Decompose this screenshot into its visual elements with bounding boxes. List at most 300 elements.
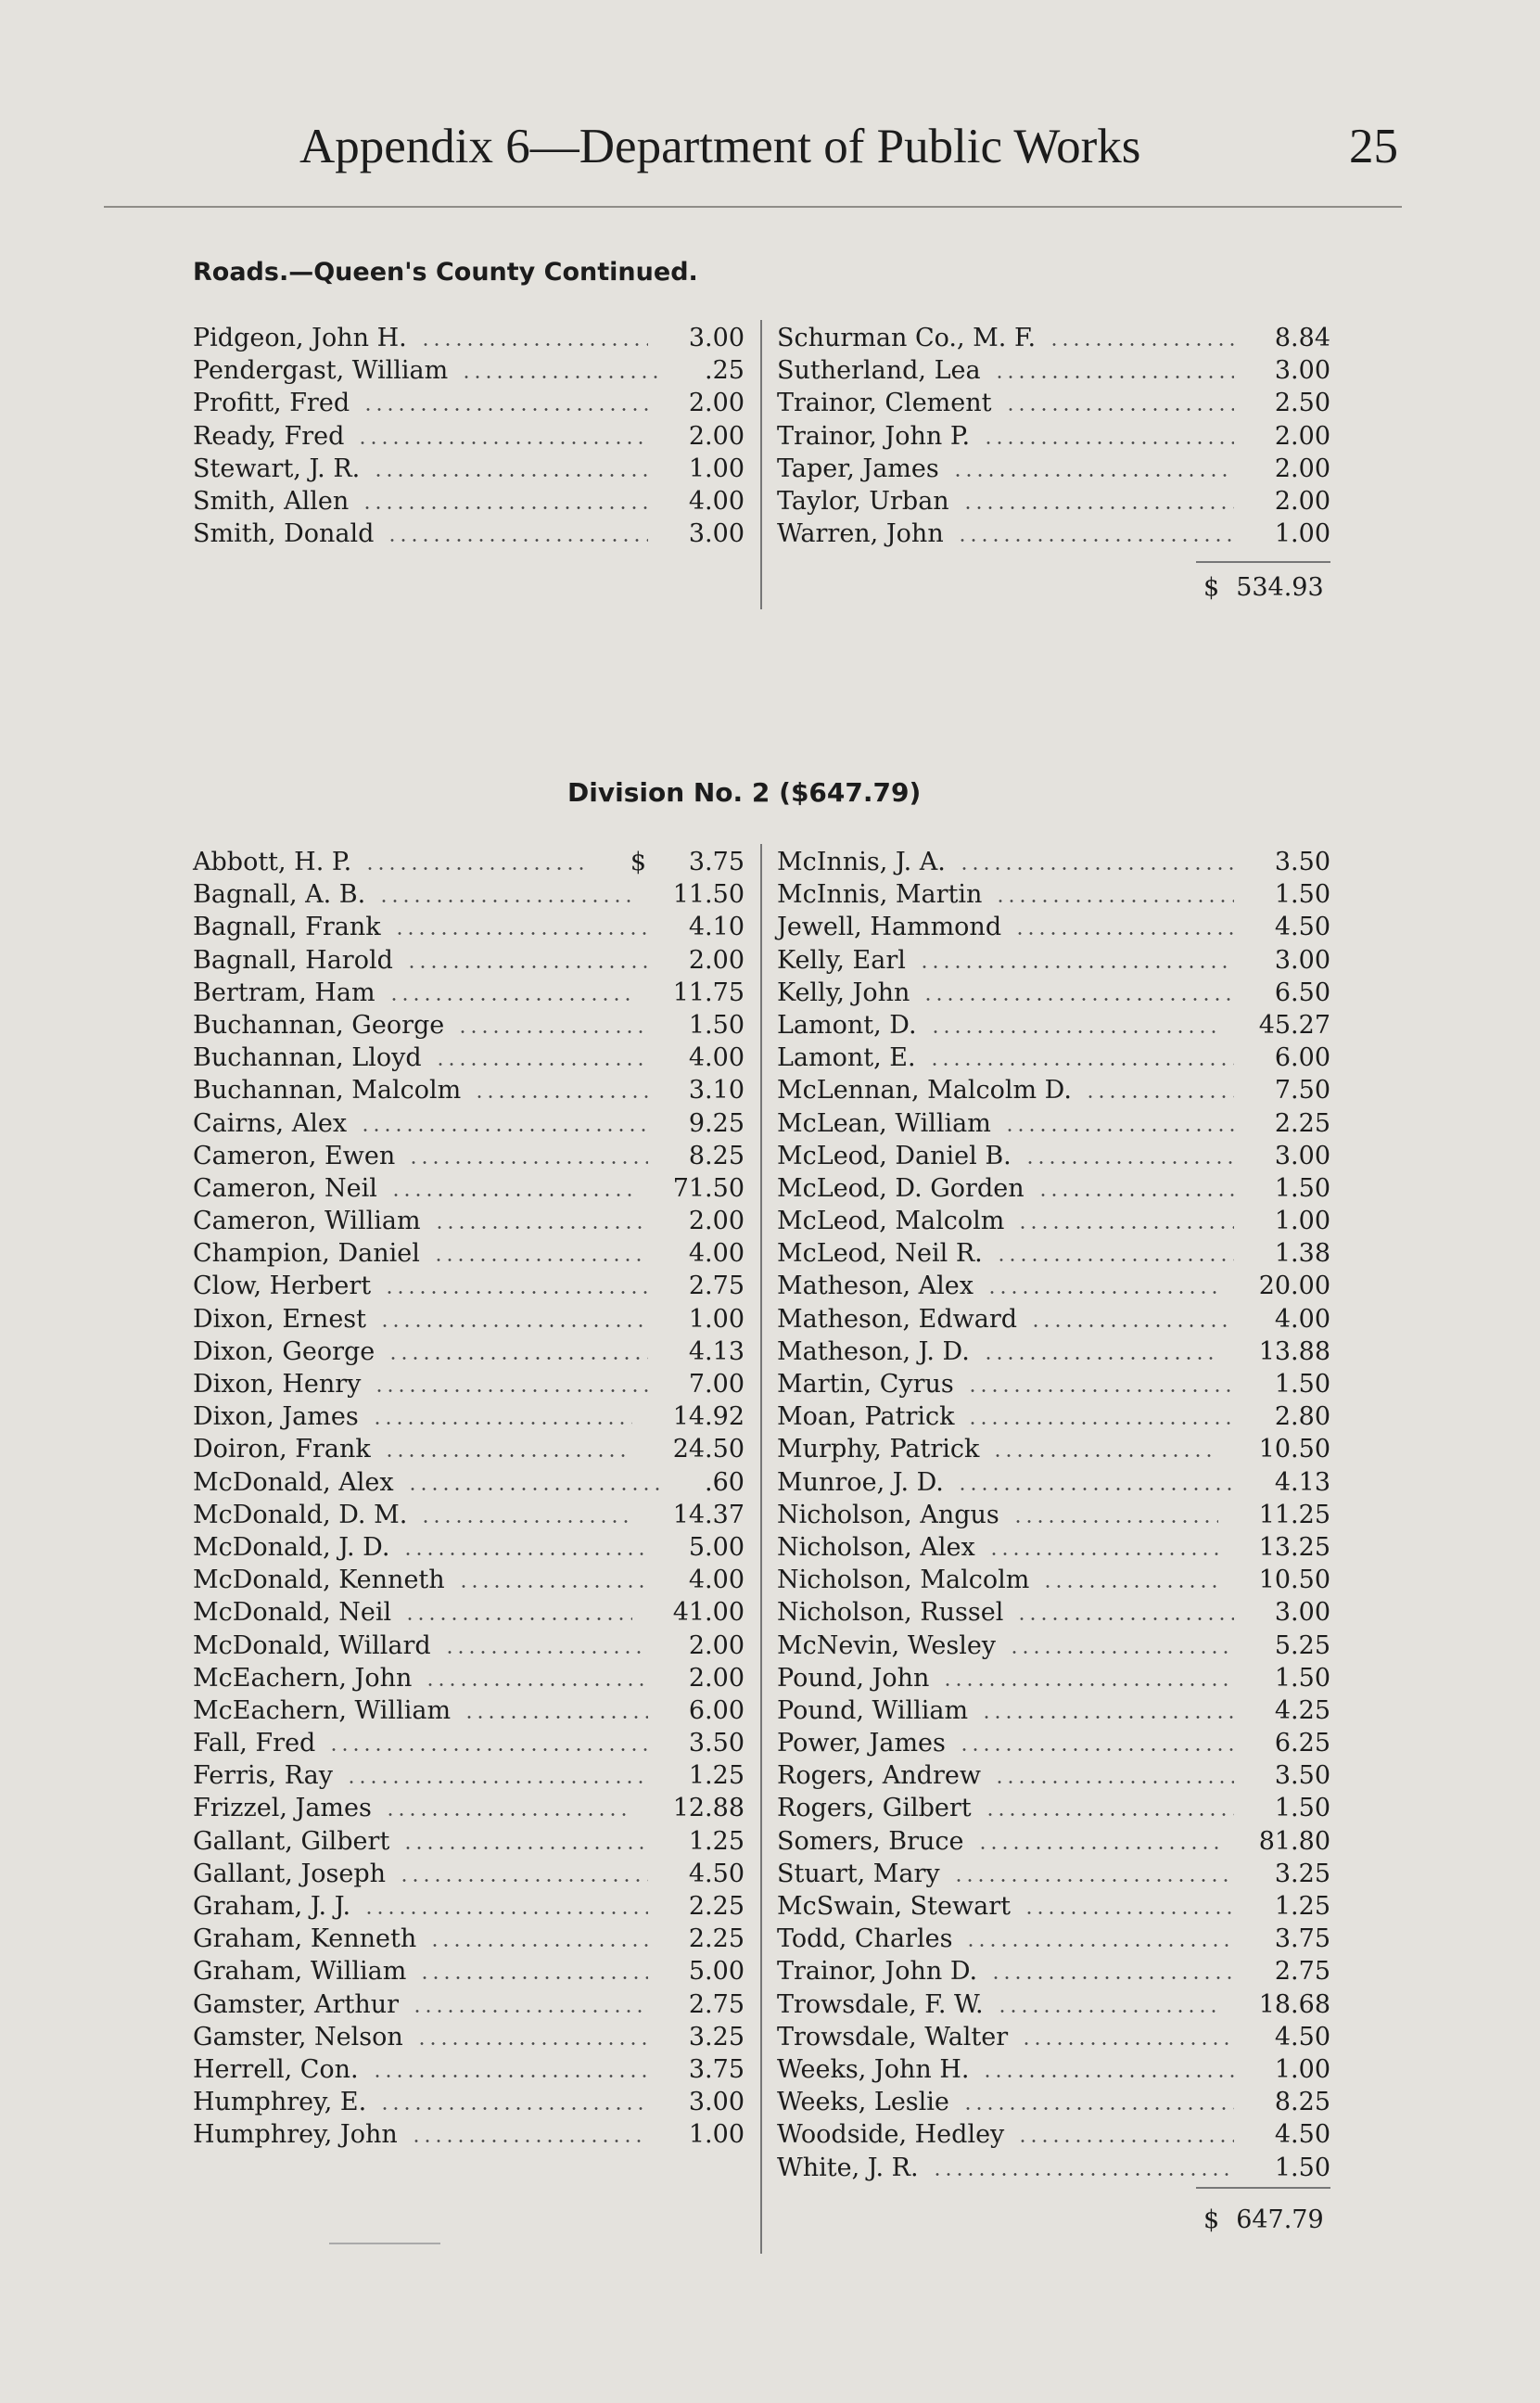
list-item	[777, 2152, 1330, 2184]
entry-amount: 1.50	[1274, 1370, 1330, 1399]
entry-name: Pound, William	[777, 1695, 969, 1725]
list-item	[777, 420, 1330, 453]
entry-name: Schurman Co., M. F.	[777, 324, 1037, 352]
entry-amount: 4.50	[1274, 2022, 1330, 2051]
entry-name: Weeks, John H.	[777, 2054, 970, 2084]
list-item	[193, 1564, 745, 1596]
dot-leader	[1021, 2042, 1234, 2045]
list-item	[193, 911, 745, 943]
dot-leader	[953, 1879, 1234, 1882]
list-item	[777, 2021, 1330, 2053]
entry-name: Weeks, Leslie	[777, 2088, 949, 2117]
list-item	[777, 2053, 1330, 2086]
list-item	[777, 1270, 1330, 1302]
entry-amount: 3.10	[688, 1076, 745, 1106]
entry-amount: 1.00	[1274, 2054, 1330, 2084]
list-item	[777, 1955, 1330, 1988]
list-item	[777, 1074, 1330, 1106]
dot-leader	[919, 965, 1234, 968]
dot-leader	[959, 867, 1234, 870]
dot-leader	[1014, 932, 1234, 935]
list-item	[193, 1727, 745, 1759]
entry-name: Trainor, Clement	[777, 389, 992, 418]
list-item	[193, 944, 745, 977]
entry-amount: 1.25	[1274, 1892, 1330, 1921]
list-item	[777, 485, 1330, 518]
list-item	[777, 387, 1330, 419]
entry-name: Doiron, Frank	[193, 1435, 371, 1464]
entry-name: Clow, Herbert	[193, 1272, 372, 1301]
list-item	[193, 518, 745, 550]
entry-name: Dixon, Ernest	[193, 1304, 367, 1334]
list-item	[777, 1630, 1330, 1662]
entry-amount: 1.50	[1274, 880, 1330, 910]
entry-name: Martin, Cyrus	[777, 1370, 954, 1399]
dot-leader	[983, 1357, 1218, 1360]
list-item	[193, 387, 745, 419]
entry-amount: 11.25	[1258, 1500, 1330, 1529]
dot-leader	[379, 1324, 648, 1327]
dot-leader	[328, 1748, 648, 1751]
entry-amount: 71.50	[672, 1173, 745, 1203]
entry-amount: 2.75	[688, 1272, 745, 1301]
entry-name: Power, James	[777, 1729, 946, 1758]
entry-amount: 1.50	[688, 1010, 745, 1040]
list-item	[777, 944, 1330, 977]
entry-amount: 4.00	[688, 1043, 745, 1073]
entry-name: Lamont, E.	[777, 1043, 916, 1073]
currency-symbol: $	[630, 848, 646, 876]
entry-name: McDonald, Alex	[193, 1467, 394, 1497]
dot-leader	[1009, 1651, 1234, 1654]
dot-leader	[363, 1911, 648, 1914]
dot-leader	[399, 1879, 648, 1882]
list-item	[193, 1074, 745, 1106]
entry-amount: 2.00	[1274, 421, 1330, 451]
entry-name: Nicholson, Alex	[777, 1532, 975, 1562]
entry-amount: 7.00	[688, 1370, 745, 1399]
entry-name: Bertram, Ham	[193, 978, 375, 1007]
entry-name: Bagnall, Frank	[193, 913, 381, 942]
entry-name: McLeod, D. Gorden	[777, 1173, 1025, 1203]
entry-name: Warren, John	[777, 519, 944, 549]
list-item	[193, 1955, 745, 1988]
list-item	[777, 1596, 1330, 1629]
entry-name: Frizzel, James	[193, 1794, 372, 1823]
dot-leader	[357, 441, 648, 444]
entry-name: McDonald, Neil	[193, 1598, 392, 1628]
entry-amount: 2.25	[688, 1892, 745, 1921]
list-item	[777, 911, 1330, 943]
dot-leader	[374, 1389, 648, 1392]
entry-amount: .25	[705, 356, 745, 386]
page-number: 25	[1349, 120, 1398, 173]
dot-leader	[982, 2075, 1234, 2077]
dot-leader	[444, 1651, 648, 1654]
section1-total-rule	[1196, 561, 1330, 563]
dot-leader	[373, 474, 648, 477]
entry-amount: 4.13	[688, 1336, 745, 1366]
dot-leader	[433, 1259, 648, 1261]
entry-amount: 3.50	[1274, 848, 1330, 876]
entry-name: Munroe, J. D.	[777, 1467, 944, 1497]
entry-amount: 81.80	[1258, 1826, 1330, 1856]
entry-name: Trowsdale, F. W.	[777, 1989, 984, 2019]
entry-amount: 1.25	[688, 1826, 745, 1856]
section2-left-column	[193, 846, 745, 2152]
section1-left-column	[193, 322, 745, 550]
entry-amount: 2.80	[1274, 1402, 1330, 1432]
list-item	[777, 1336, 1330, 1368]
entry-amount: 45.27	[1258, 1010, 1330, 1040]
entry-amount: 2.25	[688, 1924, 745, 1954]
list-item	[193, 420, 745, 453]
entry-name: McDonald, D. M.	[193, 1500, 408, 1529]
entry-amount: 10.50	[1258, 1435, 1330, 1464]
entry-name: Nicholson, Angus	[777, 1500, 999, 1529]
list-item	[193, 485, 745, 518]
list-item	[193, 1466, 745, 1499]
section2-total-rule	[1196, 2187, 1330, 2189]
entry-amount: 2.00	[688, 421, 745, 451]
entry-name: Matheson, Alex	[777, 1272, 974, 1301]
entry-amount: 2.00	[688, 945, 745, 975]
section2-column-divider	[760, 844, 762, 2254]
dot-leader	[362, 506, 648, 509]
list-item	[777, 1890, 1330, 1923]
entry-name: Matheson, J. D.	[777, 1336, 970, 1366]
dot-leader	[1012, 1520, 1218, 1523]
dot-leader	[929, 1063, 1234, 1066]
list-item	[193, 2053, 745, 2086]
entry-amount: 8.84	[1274, 324, 1330, 352]
entry-amount: 13.25	[1258, 1532, 1330, 1562]
dot-leader	[996, 1259, 1234, 1261]
section-title-roads: Roads.—Queen's County Continued.	[193, 258, 698, 287]
dot-leader	[420, 343, 648, 346]
entry-amount: 8.25	[688, 1141, 745, 1170]
entry-amount: 13.88	[1258, 1336, 1330, 1366]
entry-name: Taper, James	[777, 454, 939, 483]
entry-amount: 3.75	[688, 2054, 745, 2084]
entry-name: Cairns, Alex	[193, 1108, 348, 1138]
entry-amount: 4.50	[688, 1859, 745, 1888]
entry-name: Pendergast, William	[193, 356, 449, 386]
list-item	[777, 1988, 1330, 2021]
page-title: Appendix 6—Department of Public Works	[299, 120, 1141, 173]
entry-name: McInnis, Martin	[777, 880, 983, 910]
entry-name: Nicholson, Malcolm	[777, 1566, 1030, 1595]
entry-amount: 1.50	[1274, 1173, 1330, 1203]
list-item	[193, 1205, 745, 1237]
list-item	[193, 1531, 745, 1564]
list-item	[193, 1759, 745, 1792]
entry-name: Kelly, Earl	[777, 945, 906, 975]
dot-leader	[419, 1976, 648, 1979]
entry-amount: 11.75	[672, 978, 745, 1007]
entry-amount: .60	[705, 1467, 745, 1497]
entry-amount: 3.00	[688, 519, 745, 549]
list-item	[777, 1172, 1330, 1205]
dot-leader	[379, 2107, 648, 2110]
entry-name: Graham, William	[193, 1957, 407, 1987]
dot-leader	[994, 1781, 1234, 1783]
dot-leader	[458, 1585, 648, 1588]
entry-amount: 14.92	[672, 1402, 745, 1432]
dot-leader	[988, 1553, 1218, 1555]
dot-leader	[378, 900, 632, 902]
dot-leader	[932, 2173, 1234, 2176]
list-item	[777, 1825, 1330, 1858]
entry-name: Pound, John	[777, 1663, 930, 1693]
list-item	[193, 2021, 745, 2053]
dot-leader	[1024, 1911, 1234, 1914]
dot-leader	[1037, 1194, 1234, 1196]
dot-leader	[402, 1553, 648, 1555]
list-item	[193, 1662, 745, 1694]
entry-name: Matheson, Edward	[777, 1304, 1018, 1334]
entry-amount: 4.00	[688, 1566, 745, 1595]
entry-name: Profitt, Fred	[193, 389, 350, 418]
dot-leader	[363, 408, 648, 411]
list-item	[193, 1923, 745, 1955]
list-item	[777, 1531, 1330, 1564]
entry-amount: 3.25	[688, 2022, 745, 2051]
entry-name: Ferris, Ray	[193, 1761, 334, 1791]
list-item	[193, 1694, 745, 1727]
entry-name: McInnis, J. A.	[777, 848, 946, 876]
entry-amount: 2.75	[688, 1989, 745, 2019]
dot-leader	[384, 1454, 632, 1457]
dot-leader	[997, 2010, 1218, 2013]
list-item	[193, 1433, 745, 1465]
dot-leader	[388, 1357, 648, 1360]
entry-amount: 12.88	[672, 1794, 745, 1823]
section2-total	[1203, 2205, 1324, 2234]
entry-amount: 4.50	[1274, 2120, 1330, 2150]
entry-amount: 2.75	[1274, 1957, 1330, 1987]
list-item	[777, 453, 1330, 485]
dot-leader	[1017, 1226, 1234, 1229]
list-item	[193, 2086, 745, 2118]
entry-amount: 7.50	[1274, 1076, 1330, 1106]
list-item	[777, 878, 1330, 911]
dot-leader	[387, 539, 648, 542]
entry-name: Trowsdale, Walter	[777, 2022, 1009, 2051]
entry-amount: 6.00	[1274, 1043, 1330, 1073]
entry-amount: 2.25	[1274, 1108, 1330, 1138]
list-item	[777, 1237, 1330, 1270]
currency-symbol: $	[1203, 573, 1220, 602]
dot-leader	[1049, 343, 1234, 346]
entry-amount: 1.00	[688, 1304, 745, 1334]
entry-name: McNevin, Wesley	[777, 1630, 997, 1660]
entry-amount: 11.50	[672, 880, 745, 910]
entry-amount: 4.00	[1274, 1304, 1330, 1334]
dot-leader	[388, 998, 632, 1001]
entry-name: Todd, Charles	[777, 1924, 953, 1954]
dot-leader	[420, 1520, 632, 1523]
entry-name: McLean, William	[777, 1108, 991, 1138]
entry-amount: 14.37	[672, 1500, 745, 1529]
entry-amount: 1.50	[1274, 1794, 1330, 1823]
list-item	[777, 1303, 1330, 1336]
dot-leader	[952, 474, 1234, 477]
dot-leader	[435, 1063, 648, 1066]
entry-name: Lamont, D.	[777, 1010, 917, 1040]
entry-name: Nicholson, Russel	[777, 1598, 1004, 1628]
entry-name: Kelly, John	[777, 978, 910, 1007]
entry-name: McDonald, Willard	[193, 1630, 431, 1660]
dot-leader	[967, 1422, 1234, 1425]
entry-amount: 41.00	[672, 1598, 745, 1628]
dot-leader	[385, 1813, 632, 1816]
dot-leader	[962, 2107, 1234, 2110]
entry-amount: 5.00	[688, 1532, 745, 1562]
dot-leader	[995, 900, 1234, 902]
entry-amount: 6.00	[688, 1695, 745, 1725]
dot-leader	[923, 998, 1234, 1001]
list-item	[777, 518, 1330, 550]
dot-leader	[406, 965, 648, 968]
total-amount: 534.93	[1236, 573, 1324, 602]
list-item	[193, 977, 745, 1009]
list-item	[193, 1009, 745, 1042]
entry-amount: 2.50	[1274, 389, 1330, 418]
entry-name: McSwain, Stewart	[777, 1892, 1011, 1921]
entry-amount: 4.13	[1274, 1467, 1330, 1497]
list-item	[777, 1205, 1330, 1237]
dot-leader	[425, 1683, 648, 1686]
entry-name: Woodside, Hedley	[777, 2120, 1005, 2150]
dot-leader	[957, 1488, 1234, 1490]
entry-name: Cameron, William	[193, 1207, 421, 1236]
dot-leader	[402, 1847, 648, 1849]
list-item	[777, 1727, 1330, 1759]
entry-amount: 5.00	[688, 1957, 745, 1987]
entry-name: McLeod, Malcolm	[777, 1207, 1005, 1236]
list-item	[193, 1172, 745, 1205]
entry-amount: 3.75	[688, 848, 745, 876]
entry-name: Graham, Kenneth	[193, 1924, 417, 1954]
dot-leader	[1004, 1129, 1234, 1131]
entry-amount: 6.50	[1274, 978, 1330, 1007]
entry-name: Humphrey, E.	[193, 2088, 367, 2117]
dot-leader	[930, 1030, 1218, 1033]
list-item	[193, 1270, 745, 1302]
entry-name: Gallant, Gilbert	[193, 1826, 390, 1856]
entry-amount: 3.50	[688, 1729, 745, 1758]
page-header	[0, 119, 1540, 193]
dot-leader	[408, 1161, 648, 1164]
entry-amount: 1.38	[1274, 1239, 1330, 1269]
entry-name: Champion, Daniel	[193, 1239, 420, 1269]
entry-name: Stuart, Mary	[777, 1859, 940, 1888]
section1-column-divider	[760, 320, 762, 609]
entry-name: Buchannan, Malcolm	[193, 1076, 462, 1106]
list-item	[777, 977, 1330, 1009]
entry-amount: 1.00	[1274, 519, 1330, 549]
entry-amount: 3.75	[1274, 1924, 1330, 1954]
entry-name: Buchannan, Lloyd	[193, 1043, 422, 1073]
entry-name: McEachern, William	[193, 1695, 452, 1725]
list-item	[777, 1009, 1330, 1042]
entry-name: Smith, Allen	[193, 486, 350, 516]
section1-right-column	[777, 322, 1330, 550]
entry-amount: 2.00	[688, 1630, 745, 1660]
list-item	[193, 1858, 745, 1890]
entry-name: Humphrey, John	[193, 2120, 398, 2150]
dot-leader	[994, 376, 1234, 378]
dot-leader	[981, 1716, 1234, 1719]
entry-name: Smith, Donald	[193, 519, 375, 549]
dot-leader	[1017, 2140, 1234, 2142]
entry-amount: 2.00	[1274, 486, 1330, 516]
entry-name: Taylor, Urban	[777, 486, 949, 516]
entry-name: Rogers, Andrew	[777, 1761, 981, 1791]
entry-amount: 3.00	[1274, 356, 1330, 386]
entry-amount: 4.00	[688, 1239, 745, 1269]
dot-leader	[434, 1226, 648, 1229]
dot-leader	[346, 1781, 648, 1783]
dot-leader	[407, 1488, 664, 1490]
dot-leader	[1005, 408, 1234, 411]
entry-amount: 2.00	[688, 1663, 745, 1693]
dot-leader	[461, 376, 664, 378]
list-item	[193, 1988, 745, 2021]
list-item	[777, 2086, 1330, 2118]
entry-name: Rogers, Gilbert	[777, 1794, 972, 1823]
list-item	[193, 453, 745, 485]
entry-name: McLennan, Malcolm D.	[777, 1076, 1072, 1106]
entry-name: Graham, J. J.	[193, 1892, 351, 1921]
list-item	[193, 846, 745, 878]
entry-name: McEachern, John	[193, 1663, 413, 1693]
total-amount: 647.79	[1236, 2205, 1324, 2234]
section1-total	[1203, 573, 1324, 602]
entry-amount: 1.25	[688, 1761, 745, 1791]
entry-name: Pidgeon, John H.	[193, 324, 407, 352]
entry-amount: 1.00	[1274, 1207, 1330, 1236]
entry-amount: 18.68	[1258, 1989, 1330, 2019]
entry-amount: 1.50	[1274, 1663, 1330, 1693]
dot-leader	[429, 1944, 648, 1947]
list-item	[193, 1336, 745, 1368]
list-item	[193, 1107, 745, 1140]
entry-name: Gamster, Nelson	[193, 2022, 403, 2051]
entry-amount: 3.00	[1274, 1598, 1330, 1628]
dot-leader	[394, 932, 648, 935]
dot-leader	[967, 1389, 1234, 1392]
entry-amount: 2.00	[688, 1207, 745, 1236]
entry-amount: 1.00	[688, 2120, 745, 2150]
entry-name: Stewart, J. R.	[193, 454, 361, 483]
list-item	[777, 322, 1330, 354]
entry-name: Dixon, Henry	[193, 1370, 362, 1399]
entry-name: Sutherland, Lea	[777, 356, 981, 386]
list-item	[193, 1368, 745, 1400]
list-item	[777, 1042, 1330, 1074]
dot-leader	[986, 1291, 1218, 1294]
list-item	[193, 1140, 745, 1172]
dot-leader	[965, 1944, 1234, 1947]
entry-name: Trainor, John P.	[777, 421, 971, 451]
entry-name: Gamster, Arthur	[193, 1989, 399, 2019]
dot-leader	[457, 1030, 648, 1033]
entry-name: Jewell, Hammond	[777, 913, 1002, 942]
list-item	[777, 1694, 1330, 1727]
entry-amount: 3.00	[1274, 1141, 1330, 1170]
